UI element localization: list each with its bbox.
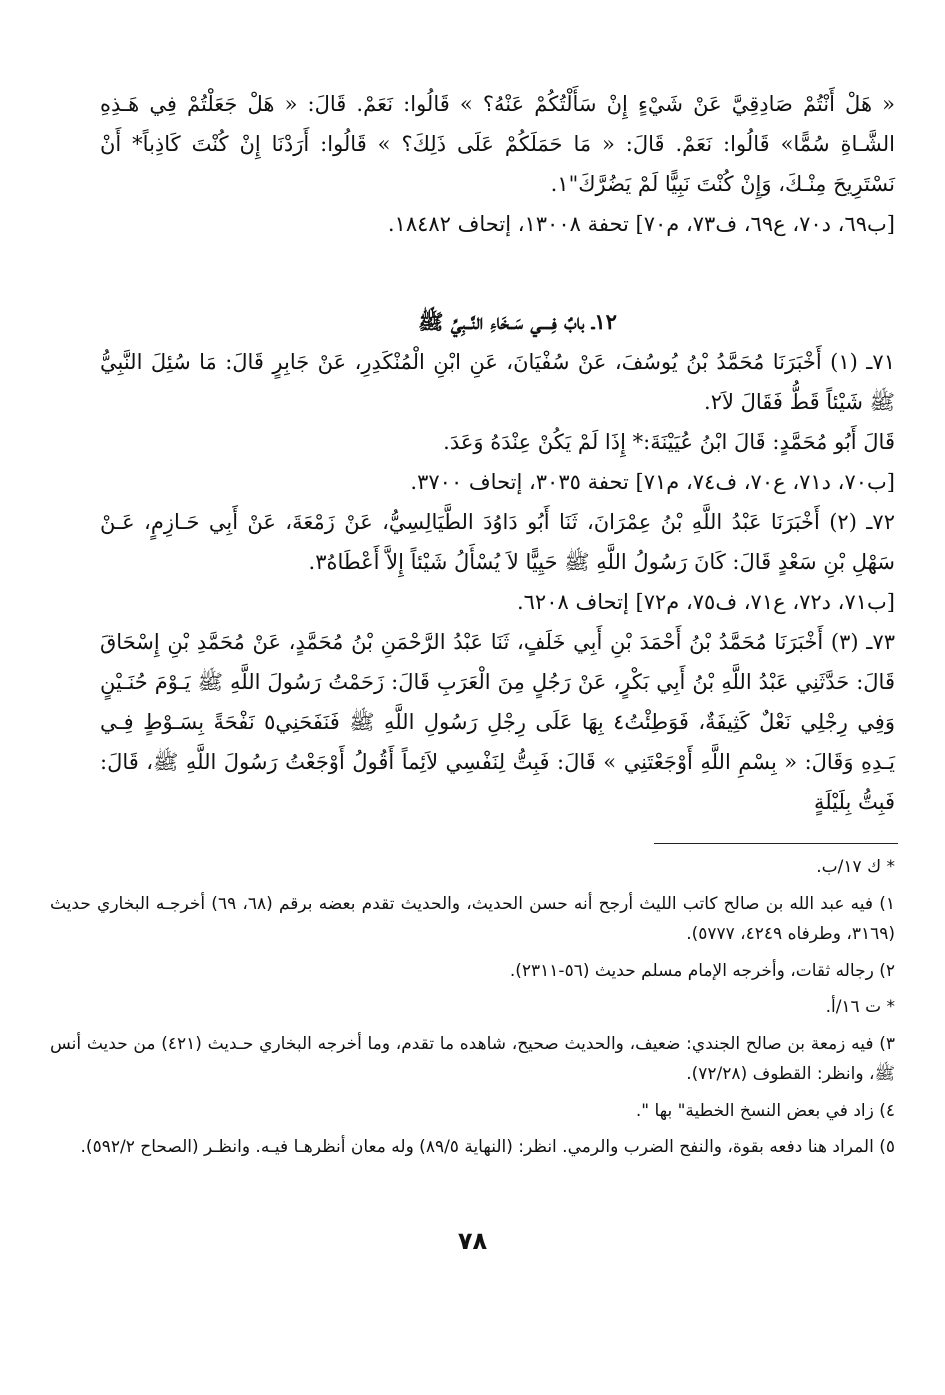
footnote-marker-2: * ت ١٦/أ. [825,997,895,1017]
source-refs-1: [ب٦٩، د٧٠، ع٦٩، ف٧٣، م٧٠] تحفة ١٣٠٠٨، إتحاف ١٨٤٨٢. [387,212,895,236]
hadith-73: ٧٣ـ (٣) أَخْبَرَنَا مُحَمَّدُ بْنُ أَحْمَدَ بْنِ أَبِي خَلَفٍ، ثَنَا عَبْدُ الرَّحْمَنِ بْنُ مُحَمَّدٍ، عَنْ مُحَمَّدِ بْنِ إِسْحَاقَ قَالَ: حَدَّثَنِي عَبْدُ اللَّهِ بْنُ أَبِي بَكْرٍ، عَنْ رَجُلٍ مِنَ الْعَرَبِ قَالَ: زَحَمْتُ رَسُولَ اللَّهِ ﷺ يَـوْمَ حُنَـيْنٍ وَفِي رِجْلِي نَعْلٌ كَثِيفَةٌ، فَوَطِئْتُ٤ بِهَا عَلَى رِجْلِ رَسُولِ اللَّهِ ﷺ فَنَفَحَنِي٥ نَفْحَةً بِسَـوْطٍ فِـي يَـدِهِ وَقَالَ: « بِسْمِ اللَّهِ أَوْجَعْتَنِي » قَالَ: فَبِتُّ لِنَفْسِي لاَئِماً أَقُولُ أَوْجَعْتُ رَسُولَ اللَّهِ ﷺ، قَالَ: فَبِتُّ بِلَيْلَةٍ [100,630,896,814]
chapter-title: ١٢ـ بابٌ فِــــي سَــخَاءِ النَّــبِيِّ ﷺ [418,309,617,334]
hadith-71: ٧١ـ (١) أَخْبَرَنَا مُحَمَّدُ بْنُ يُوسُفَ، عَنْ سُفْيَانَ، عَنِ ابْنِ الْمُنْكَدِرِ، عَنْ جَابِرٍ قَالَ: مَا سُئِلَ النَّبِيُّ ﷺ شَيْئاً قَطُّ فَقَالَ لاَ٢. [100,350,895,414]
footnote-5: ٥) المراد هنا دفعه بقوة، والنفح الضرب والرمي. انظر: (النهاية ٨٩/٥) وله معان أنظرهـا فيـه. وانظـر (الصحاح ٥٩٢/٢). [80,1137,895,1157]
footnotes [50,852,895,1169]
spacer [100,244,895,302]
abu-muhammad-note: قَالَ أَبُو مُحَمَّدٍ: قَالَ ابْنُ عُيَيْنَةَ:* إِذَا لَمْ يَكُنْ عِنْدَهُ وَعَدَ. [443,430,895,454]
footnote-1: ١) فيه عبد الله بن صالح كاتب الليث أرجح أنه حسن الحديث، والحديث تقدم بعضه برقم (٦٨، ٦٩) أخرجـه البخاري حديث (٣١٦٩، وطرفاه ٤٢٤٩، ٥٧٧٧). [50,893,896,944]
hadith-72: ٧٢ـ (٢) أَخْبَرَنَا عَبْدُ اللَّهِ بْنُ عِمْرَانَ، ثَنَا أَبُو دَاوُدَ الطَّيَالِسِيُّ، عَنْ زَمْعَةَ، عَنْ أَبِي حَـازِمٍ، عَـنْ سَهْلِ بْنِ سَعْدٍ قَالَ: كَانَ رَسُولُ اللَّهِ ﷺ حَيِيًّا لاَ يُسْأَلُ شَيْئاً إِلاَّ أَعْطَاهُ٣. [100,510,895,574]
footnote-3: ٣) فيه زمعة بن صالح الجندي: ضعيف، والحديث صحيح، شاهده ما تقدم، وما أخرجه البخاري حـديث (٤٢١) من حديث أنس ﷺ، وانظر: القطوف (٧٢/٢٨). [50,1033,895,1084]
main-text [100,84,895,822]
footnote-separator [654,843,898,844]
footnote-2: ٢) رجاله ثقات، وأخرجه الإمام مسلم حديث (٥٦-٢٣١١). [509,960,895,981]
paragraph-intro: « هَلْ أَنْتُمْ صَادِقِيَّ عَنْ شَيْءٍ إِنْ سَأَلْتُكُمْ عَنْهُ؟ » قَالُوا: نَعَمْ. قَالَ: « هَلْ جَعَلْتُمْ فِي هَـذِهِ الشَّـاةِ سُمًّا» قَالُوا: نَعَمْ. قَالَ: « مَا حَمَلَكُمْ عَلَى ذَلِكَ؟ » قَالُوا: أَرَدْنَا إِنْ كُنْتَ كَاذِباً* أَنْ نَسْتَرِيحَ مِنْـكَ، وَإِنْ كُنْتَ نَبِيًّا لَمْ يَضُرَّكَ"١. [100,92,895,196]
footnote-marker-1: * ك ١٧/ب. [816,857,895,877]
source-refs-3: [ب٧١، د٧٢، ع٧١، ف٧٥، م٧٢] إتحاف ٦٢٠٨. [516,590,895,614]
footnote-4: ٤) زاد في بعض النسخ الخطية" بها ". [635,1100,895,1121]
page-number: ٧٨ [457,1227,488,1255]
source-refs-2: [ب٧٠، د٧١، ع٧٠، ف٧٤، م٧١] تحفة ٣٠٣٥، إتحاف ٣٧٠٠. [410,470,895,494]
